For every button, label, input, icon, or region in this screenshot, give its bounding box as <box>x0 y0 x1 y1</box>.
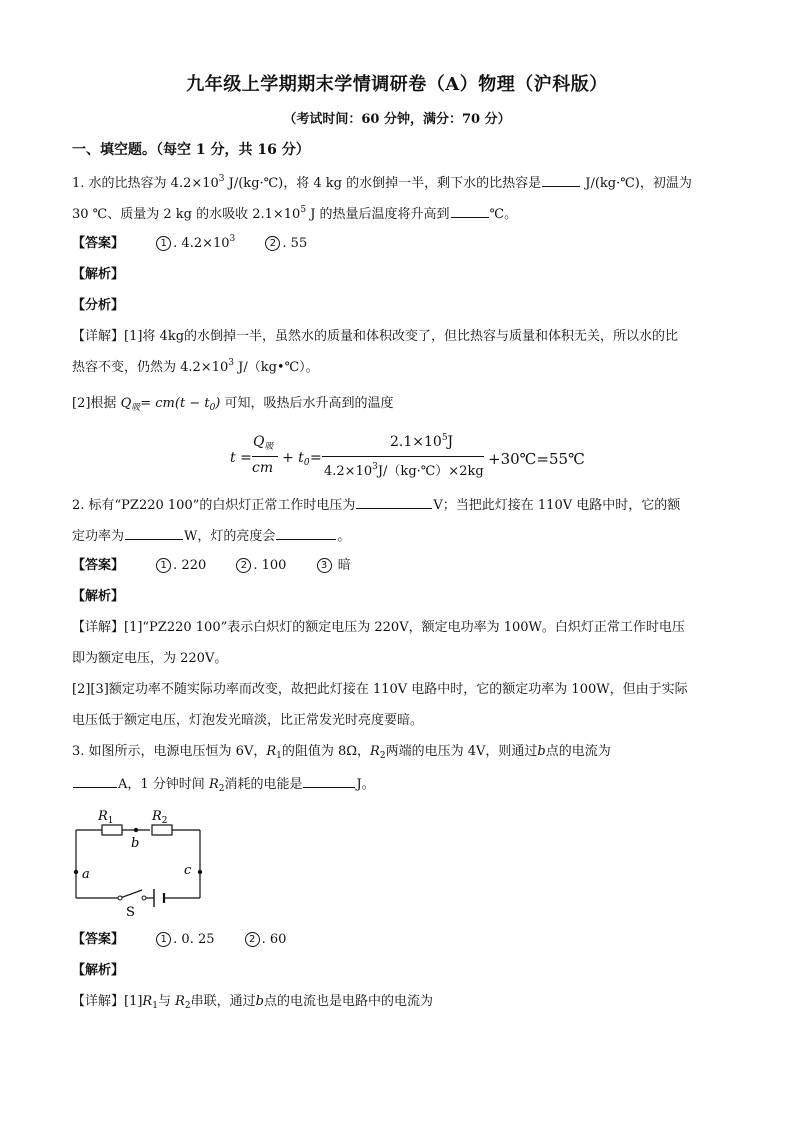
q2-detail-2: 即为额定电压，为 220V。 <box>72 651 228 666</box>
q3-line-1: 3. 如图所示，电源电压恒为 6V，$R_1$的阻值为 8Ω，$R_2$两端的电压为 4V，则通过b点的电流为 <box>72 744 611 761</box>
node-c <box>198 870 202 874</box>
q2-detail-4: 电压低于额定电压，灯泡发光暗淡，比正常发光时亮度要暗。 <box>72 713 424 728</box>
formula-display: t = $Q_吸$ cm + $t_0$ = $2.1\times 10^5J$ $4.2\times 10^3J/(kg\cdot℃)\times 2kg$ +30℃=55℃ <box>230 433 585 479</box>
q3-jiexi: 【解析】 <box>72 963 125 978</box>
q1-blank-1[interactable] <box>542 172 580 187</box>
q1-line-2: 30 ℃、质量为 2 kg 的水吸收 $2.1\times 10^5$ J 的热量后温度将升高到 ℃。 <box>72 205 518 222</box>
q1-blank-2[interactable] <box>451 203 489 218</box>
label-a: a <box>82 867 90 882</box>
q1-fenxi: 【分析】 <box>72 298 125 313</box>
q3-detail-1: 【详解】$[1]R_1$与 $R_2$串联，通过b点的电流也是电路中的电流为 <box>72 994 433 1011</box>
q2-detail-1: 【详解】[1]“PZ220 100”表示白炽灯的额定电压为 220V，额定电功率为 100W。白炽灯正常工作时电压 <box>72 620 685 635</box>
q2-line-1: 2. 标有“PZ220 100”的白炽灯正常工作时电压为 V；当把此灯接在 110V 电路中时，它的额 <box>72 494 722 516</box>
q2-blank-2[interactable] <box>125 525 183 540</box>
q3-blank-2[interactable] <box>303 773 355 788</box>
circled-number-icon: 3 <box>317 558 332 573</box>
page-subtitle: （考试时间：60 分钟，满分：70 分） <box>283 112 511 127</box>
q1-jiexi: 【解析】 <box>72 267 125 282</box>
q2-blank-1[interactable] <box>356 494 432 509</box>
label-r1: $R_1$ <box>98 809 114 826</box>
page-title: 九年级上学期期末学情调研卷（A）物理（沪科版） <box>186 74 608 95</box>
label-r2: $R_2$ <box>152 809 168 826</box>
switch-lever <box>120 890 142 898</box>
q3-blank-1[interactable] <box>73 773 117 788</box>
q1-detail-2: 热容不变，仍然为 $4.2\times 10^3$ J/（kg•℃）。 <box>72 358 319 375</box>
label-b: b <box>131 836 140 851</box>
q1-detail-1: 【详解】[1]将 4kg的水倒掉一半，虽然水的质量和体积改变了，但比热容与质量和体积无关，所以水的比 <box>72 329 679 344</box>
q2-blank-3[interactable] <box>276 525 336 540</box>
circled-number-icon: 2 <box>236 558 251 573</box>
switch-contact <box>118 896 122 900</box>
q2-detail-3: [2][3]额定功率不随实际功率而改变，故把此灯接在 110V 电路中时，它的额定功率为 100W，但由于实际 <box>72 682 688 697</box>
q2-jiexi: 【解析】 <box>72 589 125 604</box>
section-heading: 一、填空题。（每空 1 分，共 16 分） <box>72 142 310 158</box>
resistor-r2 <box>152 825 172 835</box>
q2-line-2: 定功率为 W，灯的亮度会 。 <box>72 525 722 547</box>
q3-line-2: A，1 分钟时间 $R_2$消耗的电能是 J。 <box>72 773 722 795</box>
q1-line-1: 1. 水的比热容为 $4.2\times 10^3$ J/(kg·℃)，将 4 kg 的水倒掉一半，剩下水的比热容是 J/(kg·℃)，初温为 <box>72 174 692 191</box>
label-c: c <box>184 863 192 878</box>
circled-number-icon: 2 <box>245 932 260 947</box>
q2-answer: 【答案】 1 . 220 2 . 100 3 暗 <box>72 558 351 573</box>
label-s: S <box>126 905 135 920</box>
q1-answer: 【答案】 1 . $4.2\times 10^3$ 2 . 55 <box>72 234 308 251</box>
formula-inline: $Q_吸= cm(t - t_0)$ <box>120 396 221 413</box>
resistor-r1 <box>102 825 122 835</box>
circled-number-icon: 1 <box>156 558 171 573</box>
node-b <box>134 828 138 832</box>
q1-detail-3: [2]根据 $Q_吸= cm(t - t_0)$ 可知，吸热后水升高到的温度 <box>72 396 394 413</box>
circuit-diagram <box>70 804 220 922</box>
q3-answer: 【答案】 1 . 0. 25 2 . 60 <box>72 932 287 947</box>
circled-number-icon: 2 <box>265 236 280 251</box>
switch-contact <box>142 896 146 900</box>
circled-number-icon: 1 <box>156 932 171 947</box>
node-a <box>74 870 78 874</box>
circled-number-icon: 1 <box>156 236 171 251</box>
